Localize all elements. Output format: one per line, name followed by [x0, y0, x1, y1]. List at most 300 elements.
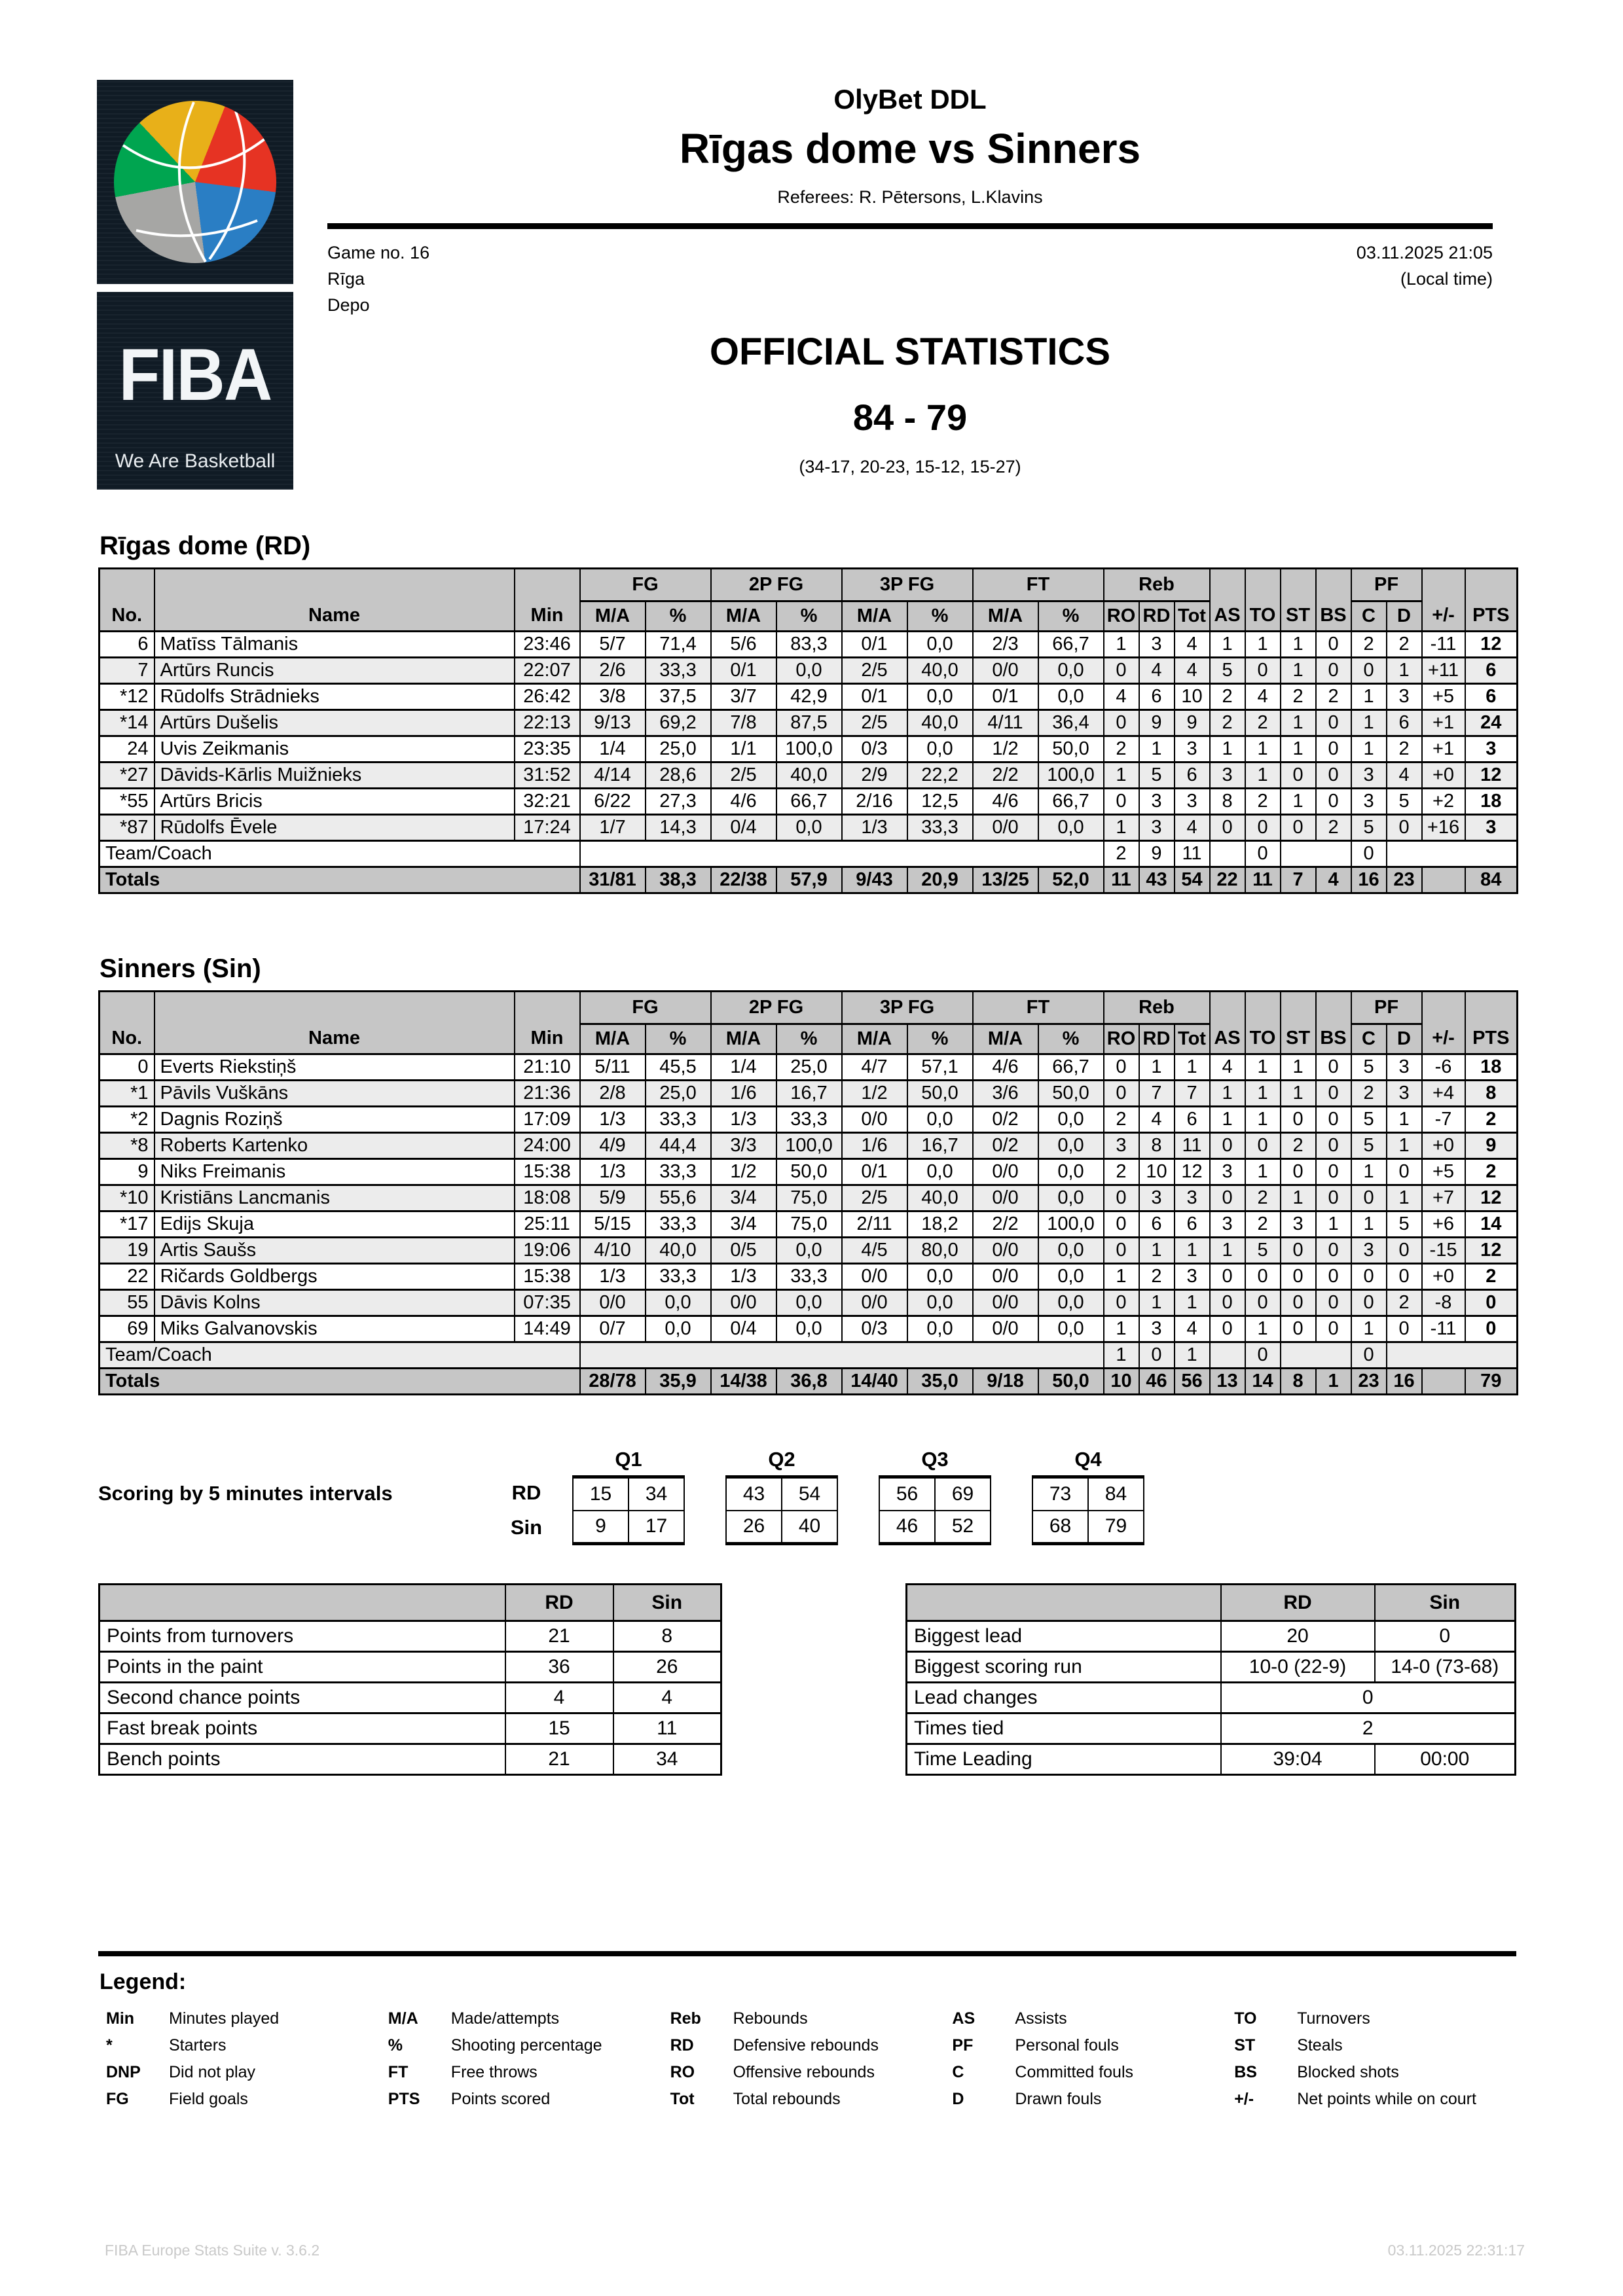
comparison-label: Biggest scoring run — [907, 1652, 1221, 1683]
stat-cell: 2 — [1245, 1211, 1281, 1238]
player-row — [100, 815, 1518, 841]
stat-cell: 37,5 — [646, 684, 711, 710]
column-header: % — [646, 1024, 711, 1054]
final-score: 84 - 79 — [852, 397, 968, 438]
column-header: % — [1038, 1024, 1104, 1054]
stat-cell: 0 — [1245, 1133, 1281, 1159]
stat-cell: 31:52 — [515, 762, 580, 789]
stat-cell: 9 — [1175, 710, 1210, 736]
stat-cell: 0,0 — [776, 1316, 842, 1342]
stat-cell: 3/4 — [711, 1185, 776, 1211]
stat-cell: 0,0 — [907, 1316, 973, 1342]
stat-cell: 75,0 — [776, 1211, 842, 1238]
column-header: D — [1387, 1024, 1422, 1054]
stat-cell: 0 — [1104, 710, 1139, 736]
stat-cell: Everts Riekstiņš — [155, 1054, 515, 1081]
stat-cell: 5/6 — [711, 632, 776, 658]
comparison-row — [907, 1713, 1516, 1744]
stat-cell: 0 — [1316, 1081, 1351, 1107]
stat-cell: 2 — [1465, 1159, 1518, 1185]
stat-cell: 69 — [100, 1316, 155, 1342]
stat-cell: 4/9 — [580, 1133, 646, 1159]
stat-cell: 83,3 — [776, 632, 842, 658]
legend-abbr: FG — [106, 2090, 129, 2108]
stat-cell: 11 — [1175, 1133, 1210, 1159]
column-header: No. — [100, 569, 155, 632]
stat-cell: 4/6 — [711, 789, 776, 815]
stat-cell: 6 — [1175, 1211, 1210, 1238]
stat-cell: 2 — [1210, 710, 1245, 736]
legend-description: Starters — [169, 2036, 227, 2054]
stat-cell: 1/3 — [711, 1264, 776, 1290]
stat-cell: 16,7 — [907, 1133, 973, 1159]
stat-cell: +4 — [1422, 1081, 1465, 1107]
stat-cell: 0,0 — [1038, 1264, 1104, 1290]
stat-cell: *17 — [100, 1211, 155, 1238]
column-header: BS — [1316, 992, 1351, 1054]
stat-cell: 12 — [1465, 1238, 1518, 1264]
stat-cell: 1 — [1104, 632, 1139, 658]
stat-cell: 0 — [1316, 1238, 1351, 1264]
stat-cell: 0 — [100, 1054, 155, 1081]
footer-app-version: FIBA Europe Stats Suite v. 3.6.2 — [105, 2242, 320, 2259]
stat-cell — [1387, 1342, 1518, 1369]
stat-cell: 2/9 — [842, 762, 907, 789]
stat-cell: +5 — [1422, 684, 1465, 710]
stat-cell: 0 — [1316, 1290, 1351, 1316]
stat-cell: 1 — [1351, 736, 1387, 762]
column-header: 2P FG — [711, 992, 842, 1024]
stat-cell: 1 — [1281, 710, 1316, 736]
legend-abbr: Tot — [670, 2090, 695, 2108]
stat-cell: 80,0 — [907, 1238, 973, 1264]
stat-cell: 6 — [1465, 658, 1518, 684]
column-header: FG — [580, 992, 711, 1024]
stat-cell: 9 — [1139, 841, 1175, 867]
column-header: % — [907, 1024, 973, 1054]
stat-cell: -8 — [1422, 1290, 1465, 1316]
stat-cell: 14,3 — [646, 815, 711, 841]
legend-abbr: PTS — [388, 2090, 420, 2108]
comparison-label: Points in the paint — [100, 1652, 505, 1683]
stat-cell: 2 — [1245, 789, 1281, 815]
stat-cell: 0 — [1316, 789, 1351, 815]
comparison-row — [907, 1621, 1516, 1652]
stat-cell: 0,0 — [776, 658, 842, 684]
stat-cell: 0 — [1104, 1211, 1139, 1238]
stat-cell: 2/5 — [842, 710, 907, 736]
stat-cell: 0 — [1316, 762, 1351, 789]
stat-cell: 0 — [1210, 1290, 1245, 1316]
stat-cell: 5 — [1351, 1107, 1387, 1133]
column-header: % — [776, 601, 842, 632]
stat-cell: 0,0 — [1038, 1290, 1104, 1316]
stat-cell: 0 — [1351, 841, 1387, 867]
column-header: C — [1351, 601, 1387, 632]
player-row — [100, 658, 1518, 684]
main-content — [98, 531, 1516, 2113]
table-header-groups — [100, 992, 1518, 1024]
stat-cell: 1 — [1139, 1238, 1175, 1264]
stat-cell: 45,5 — [646, 1054, 711, 1081]
stat-cell: 0,0 — [907, 684, 973, 710]
stat-cell: Kristiāns Lancmanis — [155, 1185, 515, 1211]
stat-cell: 22,2 — [907, 762, 973, 789]
stat-cell: 11 — [1104, 867, 1139, 893]
stat-cell: 54 — [1175, 867, 1210, 893]
team-coach-row — [100, 841, 1518, 867]
fiba-tagline: We Are Basketball — [115, 450, 276, 472]
stat-cell: 0 — [1387, 815, 1422, 841]
stat-cell: 3 — [1465, 736, 1518, 762]
column-header: PF — [1351, 569, 1422, 601]
stat-cell: Team/Coach — [100, 841, 580, 867]
interval-score-cell: 15 — [573, 1477, 629, 1511]
stat-cell: *1 — [100, 1081, 155, 1107]
stat-cell: Artis Saušs — [155, 1238, 515, 1264]
stat-cell: 0/0 — [973, 1185, 1038, 1211]
stat-cell: 0 — [1316, 1054, 1351, 1081]
stat-cell: 0 — [1387, 1264, 1422, 1290]
legend-entry — [670, 2059, 953, 2086]
stat-cell: 2/3 — [973, 632, 1038, 658]
stat-cell: *14 — [100, 710, 155, 736]
stat-cell: 33,3 — [776, 1264, 842, 1290]
stat-cell: 0 — [1351, 658, 1387, 684]
stat-cell: 1 — [1281, 736, 1316, 762]
interval-score-cell: 79 — [1088, 1511, 1144, 1544]
legend-abbr: RD — [670, 2036, 694, 2054]
column-header: 3P FG — [842, 992, 973, 1024]
stat-cell — [1422, 1369, 1465, 1395]
legend-entry — [952, 2005, 1234, 2032]
stat-cell: 3/7 — [711, 684, 776, 710]
stat-cell: 2 — [1316, 684, 1351, 710]
stat-cell: 18,2 — [907, 1211, 973, 1238]
stat-cell: 46 — [1139, 1369, 1175, 1395]
comparison-label: Times tied — [907, 1713, 1221, 1744]
column-header: M/A — [842, 601, 907, 632]
stat-cell: 0 — [1387, 1316, 1422, 1342]
column-header: FT — [973, 569, 1104, 601]
legend-abbr: DNP — [106, 2063, 141, 2081]
legend-description: Rebounds — [733, 2009, 808, 2028]
stat-cell: 9 — [1139, 710, 1175, 736]
player-row — [100, 1290, 1518, 1316]
stat-cell: 0,0 — [776, 815, 842, 841]
stat-cell: 3 — [1175, 736, 1210, 762]
stat-cell: 15:38 — [515, 1264, 580, 1290]
stat-cell: 100,0 — [776, 736, 842, 762]
team-title: Sinners (Sin) — [100, 954, 261, 983]
stat-cell: 28/78 — [580, 1369, 646, 1395]
comparison-row — [100, 1652, 721, 1683]
stat-cell: 5 — [1387, 789, 1422, 815]
stat-cell: 0 — [1281, 1264, 1316, 1290]
stat-cell: 1 — [1245, 1107, 1281, 1133]
column-header: 3P FG — [842, 569, 973, 601]
stat-cell: 1 — [1104, 1316, 1139, 1342]
stat-cell: 10 — [1139, 1159, 1175, 1185]
totals-row — [100, 1369, 1518, 1395]
stat-cell: -7 — [1422, 1107, 1465, 1133]
stat-cell: 1 — [1245, 1316, 1281, 1342]
stat-cell: +6 — [1422, 1211, 1465, 1238]
stat-cell: 1 — [1175, 1054, 1210, 1081]
legend-section — [98, 1951, 1516, 2113]
page-footer — [105, 2242, 1525, 2259]
legend-entry — [952, 2059, 1234, 2086]
stat-cell: 1/4 — [580, 736, 646, 762]
stat-cell: 1 — [1104, 815, 1139, 841]
stat-cell — [1210, 1342, 1245, 1369]
stat-cell — [1422, 867, 1465, 893]
stat-cell: 1/3 — [842, 815, 907, 841]
stat-cell: 0,0 — [1038, 815, 1104, 841]
stat-cell: 44,4 — [646, 1133, 711, 1159]
stat-cell: 1 — [1245, 1054, 1281, 1081]
column-header: Sin — [613, 1585, 721, 1621]
stat-cell: 1/1 — [711, 736, 776, 762]
stat-cell: 0,0 — [1038, 1159, 1104, 1185]
stat-cell: 4 — [1175, 815, 1210, 841]
column-header: RD — [1139, 601, 1175, 632]
column-header: Reb — [1104, 569, 1210, 601]
scoring-intervals-title: Scoring by 5 minutes intervals — [98, 1482, 393, 1505]
stat-cell: 2 — [1104, 1107, 1139, 1133]
stat-cell: 0,0 — [646, 1290, 711, 1316]
quarter-score-box — [879, 1475, 991, 1545]
stat-cell: 0,0 — [776, 1238, 842, 1264]
stat-cell: 4 — [1104, 684, 1139, 710]
stat-cell: 5 — [1139, 762, 1175, 789]
legend-abbr: AS — [952, 2009, 976, 2028]
stat-cell: 13/25 — [973, 867, 1038, 893]
stat-cell: 1/3 — [711, 1107, 776, 1133]
stat-cell: 4/5 — [842, 1238, 907, 1264]
stat-cell: 3 — [1104, 1133, 1139, 1159]
column-header: M/A — [973, 1024, 1038, 1054]
stat-cell: 33,3 — [646, 1211, 711, 1238]
stat-cell: 0 — [1316, 710, 1351, 736]
player-row — [100, 762, 1518, 789]
player-row — [100, 632, 1518, 658]
game-info — [327, 240, 1493, 318]
stat-cell: 9/13 — [580, 710, 646, 736]
stat-cell: 0 — [1351, 1264, 1387, 1290]
legend-abbr: * — [106, 2036, 113, 2054]
stat-cell: 33,3 — [646, 1159, 711, 1185]
column-header: +/- — [1422, 569, 1465, 632]
stat-cell: 50,0 — [1038, 1369, 1104, 1395]
stat-cell: +1 — [1422, 736, 1465, 762]
stat-cell: 0,0 — [646, 1316, 711, 1342]
column-header: Sin — [1375, 1585, 1516, 1621]
stat-cell: 1 — [1104, 762, 1139, 789]
stat-cell: 14 — [1245, 1369, 1281, 1395]
column-header: C — [1351, 1024, 1387, 1054]
stat-cell: 35,0 — [907, 1369, 973, 1395]
comparison-rd-value: 36 — [505, 1652, 613, 1683]
stat-cell: 0 — [1210, 815, 1245, 841]
stat-cell: 5 — [1351, 815, 1387, 841]
stat-cell: 5/15 — [580, 1211, 646, 1238]
legend-abbr: C — [952, 2063, 964, 2081]
column-header: 2P FG — [711, 569, 842, 601]
legend-abbr: +/- — [1234, 2090, 1254, 2108]
legend-entry — [670, 2032, 953, 2059]
stat-cell: 3 — [1139, 789, 1175, 815]
column-header: RO — [1104, 601, 1139, 632]
column-header: TO — [1245, 569, 1281, 632]
player-row — [100, 1107, 1518, 1133]
stat-cell: 2 — [1281, 1133, 1316, 1159]
stat-cell: 0/0 — [973, 1159, 1038, 1185]
stat-cell: 6 — [100, 632, 155, 658]
league-name: OlyBet DDL — [833, 84, 987, 115]
stat-cell: 15:38 — [515, 1159, 580, 1185]
stat-cell: 1 — [1210, 1107, 1245, 1133]
column-header: % — [1038, 601, 1104, 632]
stat-cell: 2 — [1387, 632, 1422, 658]
legend-abbr: TO — [1234, 2009, 1257, 2028]
stat-cell: -11 — [1422, 1316, 1465, 1342]
stat-cell: 0 — [1316, 658, 1351, 684]
legend-title: Legend: — [100, 1969, 187, 1994]
stat-cell: 0 — [1465, 1290, 1518, 1316]
stat-cell: 22 — [100, 1264, 155, 1290]
comparison-label: Second chance points — [100, 1683, 505, 1713]
column-header: M/A — [580, 601, 646, 632]
stat-cell: 2 — [1139, 1264, 1175, 1290]
player-row — [100, 710, 1518, 736]
stat-cell: 19 — [100, 1238, 155, 1264]
column-header: RD — [1221, 1585, 1375, 1621]
stat-cell: 0 — [1316, 1185, 1351, 1211]
legend-abbr: FT — [388, 2063, 409, 2081]
home-team-section — [98, 531, 1516, 894]
player-row — [100, 1316, 1518, 1342]
stat-cell — [580, 841, 1104, 867]
column-header: RO — [1104, 1024, 1139, 1054]
box-score-table — [98, 567, 1518, 894]
stat-cell: 0 — [1316, 1159, 1351, 1185]
column-header — [907, 1585, 1221, 1621]
stat-cell — [580, 1342, 1104, 1369]
stat-cell: 21:36 — [515, 1081, 580, 1107]
comparison-header-row — [907, 1585, 1516, 1621]
quarter-scores: (34-17, 20-23, 15-12, 15-27) — [799, 457, 1021, 476]
stat-cell: 4 — [1387, 762, 1422, 789]
stat-cell: 23 — [1351, 1369, 1387, 1395]
stat-cell: 1 — [1104, 1264, 1139, 1290]
column-header: TO — [1245, 992, 1281, 1054]
stat-cell: 23:35 — [515, 736, 580, 762]
interval-score-cell: 69 — [935, 1477, 991, 1511]
stat-cell: 4/11 — [973, 710, 1038, 736]
stat-cell: 1 — [1351, 684, 1387, 710]
stat-cell: 1 — [1316, 1369, 1351, 1395]
stat-cell: Uvis Zeikmanis — [155, 736, 515, 762]
column-header: Tot — [1175, 1024, 1210, 1054]
stat-cell: 2 — [1387, 736, 1422, 762]
stat-cell: 23 — [1387, 867, 1422, 893]
stat-cell: 3 — [1387, 1054, 1422, 1081]
legend-abbr: PF — [952, 2036, 974, 2054]
stat-cell: 0 — [1210, 1264, 1245, 1290]
interval-score-cell: 43 — [726, 1477, 782, 1511]
stat-cell: 0 — [1104, 658, 1139, 684]
stat-cell: 0 — [1210, 1133, 1245, 1159]
stat-cell: 2 — [1281, 684, 1316, 710]
stat-cell: 10 — [1104, 1369, 1139, 1395]
stat-cell: 0 — [1104, 1185, 1139, 1211]
box-score-table — [98, 990, 1518, 1395]
away-team-section — [98, 954, 1516, 1395]
stat-cell: 12 — [1175, 1159, 1210, 1185]
stat-cell: 5/11 — [580, 1054, 646, 1081]
stat-cell: 6 — [1387, 710, 1422, 736]
comparison-label: Points from turnovers — [100, 1621, 505, 1652]
interval-score-cell: 26 — [726, 1511, 782, 1544]
stat-cell: 24 — [100, 736, 155, 762]
stat-cell: 3 — [1465, 815, 1518, 841]
interval-score-cell: 84 — [1088, 1477, 1144, 1511]
stat-cell: 4 — [1139, 658, 1175, 684]
interval-team-label: RD — [511, 1481, 541, 1504]
stat-cell: 26:42 — [515, 684, 580, 710]
footer-print-timestamp: 03.11.2025 22:31:17 — [1387, 2242, 1525, 2259]
stat-cell: 0/0 — [842, 1264, 907, 1290]
stat-cell: 18 — [1465, 1054, 1518, 1081]
stat-cell: Artūrs Dušelis — [155, 710, 515, 736]
stat-cell: 0/7 — [580, 1316, 646, 1342]
stat-cell: 0 — [1351, 1290, 1387, 1316]
stat-cell: 1 — [1281, 658, 1316, 684]
stat-cell: 21:10 — [515, 1054, 580, 1081]
stat-cell: 0/0 — [973, 658, 1038, 684]
stat-cell: 7 — [100, 658, 155, 684]
stat-cell: 0 — [1245, 841, 1281, 867]
stat-cell: 07:35 — [515, 1290, 580, 1316]
stat-cell: *87 — [100, 815, 155, 841]
stat-cell: 66,7 — [1038, 632, 1104, 658]
stat-cell: 3/3 — [711, 1133, 776, 1159]
stat-cell: 12 — [1465, 762, 1518, 789]
stat-cell: 1/6 — [842, 1133, 907, 1159]
match-title: Rīgas dome vs Sinners — [679, 125, 1141, 172]
comparison-label: Fast break points — [100, 1713, 505, 1744]
legend-description: Committed fouls — [1015, 2063, 1134, 2081]
stat-cell: 25:11 — [515, 1211, 580, 1238]
stat-cell: 3 — [1281, 1211, 1316, 1238]
stat-cell: *55 — [100, 789, 155, 815]
stat-cell: 0 — [1316, 1316, 1351, 1342]
stat-cell: 1 — [1281, 1054, 1316, 1081]
stat-cell: 3 — [1210, 1211, 1245, 1238]
comparison-row — [907, 1652, 1516, 1683]
stat-cell: 14/40 — [842, 1369, 907, 1395]
stat-cell: 1/3 — [580, 1107, 646, 1133]
stat-cell: 12 — [1465, 1185, 1518, 1211]
legend-column — [388, 2005, 670, 2113]
legend-description: Defensive rebounds — [733, 2036, 879, 2054]
stat-cell: 1 — [1351, 1211, 1387, 1238]
stat-cell: 5 — [1351, 1133, 1387, 1159]
stat-cell: 40,0 — [907, 1185, 973, 1211]
stat-cell: 56 — [1175, 1369, 1210, 1395]
interval-score-cell: 9 — [573, 1511, 629, 1544]
